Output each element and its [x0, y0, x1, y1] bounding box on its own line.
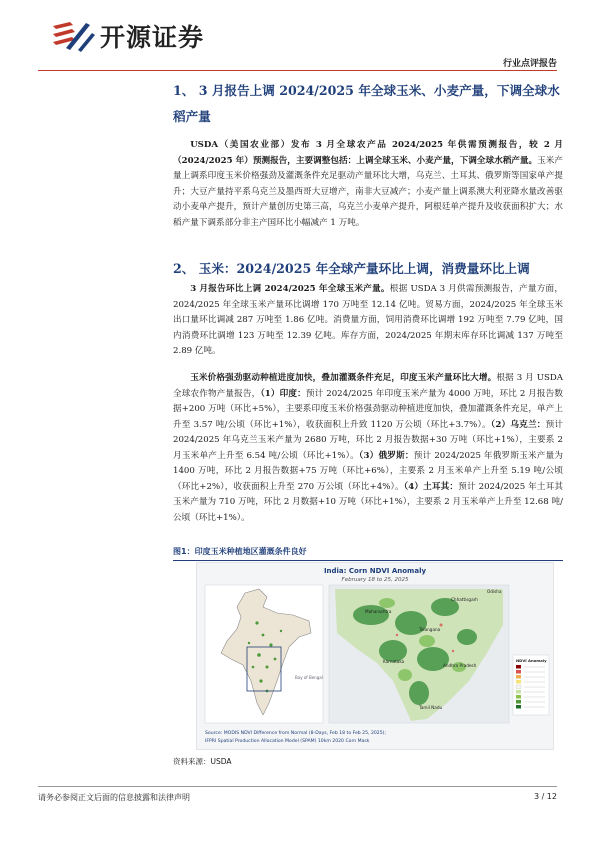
- ukraine-label: （2）乌克兰：: [490, 419, 546, 430]
- india-label: （1）印度：: [260, 388, 306, 399]
- section-2-paragraph-1: [173, 282, 563, 360]
- india-overview-map: [205, 585, 323, 723]
- section-1-paragraph: [173, 138, 563, 231]
- logo-text: 开源证券: [100, 23, 205, 52]
- usda-report-intro: 根据 3 月 USDA 全球农作物产量报告，: [173, 373, 563, 399]
- footer-divider: [38, 786, 557, 787]
- section-2-body: 根据 USDA 3 月供需预测报告，产量方面，2024/2025 年全球玉米产量环比调增 170 万吨至 12.14 亿吨。贸易方面，2024/2025 年全球玉米出口量环比调减 287 万吨至 1.86 亿吨。消费量方面，饲用消费环比调增 192 万吨至 7.79 亿吨，国内消费环比调增 123 万吨至 12.39 亿吨。库存方面，2024/2025 年期末库存环比调减 137 万吨至 2.89 亿吨。: [173, 284, 564, 356]
- russia-text: 预计 2024/2025 年俄罗斯玉米产量为 1400 万吨，环比 2 月报告数据+75 万吨（环比+6%），主要系 2 月玉米单产上升至 5.19 吨/公顷（环比+2%），收获面积上升至 270 万公顷（环比+4%）。: [173, 450, 564, 492]
- legend-title: NDVI Anomaly: [516, 658, 547, 663]
- andhra-pradesh-label: Andhra Pradesh: [443, 663, 477, 668]
- section-2-paragraph-2: [173, 371, 563, 526]
- figure-title: 图1：印度玉米种植地区灌溉条件良好: [173, 546, 563, 561]
- russia-label: （3）俄罗斯：: [358, 450, 414, 461]
- company-logo: [50, 18, 204, 54]
- bay-of-bengal-label: Bay of Bengal: [295, 675, 323, 680]
- ndvi-legend: [513, 655, 549, 715]
- maharashtra-label: Maharashtra: [365, 609, 392, 614]
- india-text: 预计 2024/2025 年印度玉米产量为 4000 万吨，环比 2 月报告数据+200 万吨（环比+5%），主要系印度玉米价格强劲驱动种植进度加快，叠加灌溉条件充足，单产上升至 3.57 吨/公顷（环比+1%），收获面积上升致 1120 万公顷（环比+3.7%）。: [173, 388, 563, 430]
- page-number: 3 / 12: [533, 792, 557, 801]
- section-2-lead: 3 月报告环比上调 2024/2025 年全球玉米产量。: [190, 284, 390, 294]
- footer-disclaimer: 请务必参阅正文后面的信息披露和法律声明: [38, 793, 190, 802]
- odisha-label: Odisha: [487, 589, 502, 594]
- telangana-label: Telangana: [419, 627, 441, 632]
- map-source-line-1: Source: MODIS NDVI Difference from Normal (8-Days, Feb 18 to Feb 25, 2025);: [205, 731, 386, 736]
- section-1-lead: USDA（美国农业部）发布 3 月全球农产品 2024/2025 年供需预测报告，较 2 月（2024/2025 年）预测报告，主要调整包括：上调全球玉米、小麦产量，下调全球水稻产量。: [173, 140, 563, 166]
- map-title: India: Corn NDVI Anomaly: [323, 567, 427, 575]
- chhattisgarh-label: Chhattisgarh: [451, 597, 478, 602]
- ukraine-text: 预计 2024/2025 年乌克兰玉米产量为 2680 万吨，环比 2 月报告数据+30 万吨（环比+1%），主要系 2 月玉米单产上升至 6.54 吨/公顷（环比+1%）。: [173, 419, 563, 461]
- india-ndvi-map: [196, 562, 554, 750]
- tamil-nadu-label: Tamil Nadu: [419, 705, 443, 710]
- report-type-label: 行业点评报告: [502, 59, 557, 69]
- karnataka-label: Karnataka: [383, 659, 405, 664]
- section-1-heading: 1、 3 月报告上调 2024/2025 年全球玉米、小麦产量，下调全球水稻产量: [173, 83, 560, 124]
- logo-mark-icon: [50, 19, 96, 53]
- section-2-heading: 2、 玉米：2024/2025 年全球产量环比上调，消费量环比上调: [173, 261, 530, 276]
- header-divider: [38, 70, 557, 71]
- zoomed-region-map: [329, 585, 509, 723]
- section-1-body: 玉米产量上调系印度玉米价格强劲及灌溉条件充足驱动产量环比大增，乌克兰、土耳其、俄罗斯等国家单产提升；大豆产量持平系乌克兰及墨西哥大豆增产，南非大豆减产；小麦产量上调系澳大利亚降水量改善驱动小麦单产提升，预计产量创历史第三高，乌克兰小麦单产提升，阿根廷单产提升及收获面积扩大；水稻产量下调系部分非主产国环比小幅减产 1 万吨。: [173, 155, 563, 228]
- map-subtitle: February 18 to 25, 2025: [341, 577, 409, 583]
- figure-source-caption: 资料来源：USDA: [173, 757, 232, 766]
- turkey-text: 预计 2024/2025 年土耳其玉米产量为 710 万吨，环比 2 月数据+10 万吨（环比+1%），主要系 2 月玉米单产上升至 12.68 吨/公顷（环比+1%）。: [173, 481, 564, 523]
- map-source-line-2: IFPRI Spatial Production Allocation Model (SPAM) 10km 2020 Corn Mask: [205, 739, 370, 744]
- map-svg: [197, 563, 553, 749]
- turkey-label: （4）土耳其：: [403, 481, 459, 492]
- india-corn-lead: 玉米价格强劲驱动种植进度加快，叠加灌溉条件充足，印度玉米产量环比大增。: [190, 373, 497, 383]
